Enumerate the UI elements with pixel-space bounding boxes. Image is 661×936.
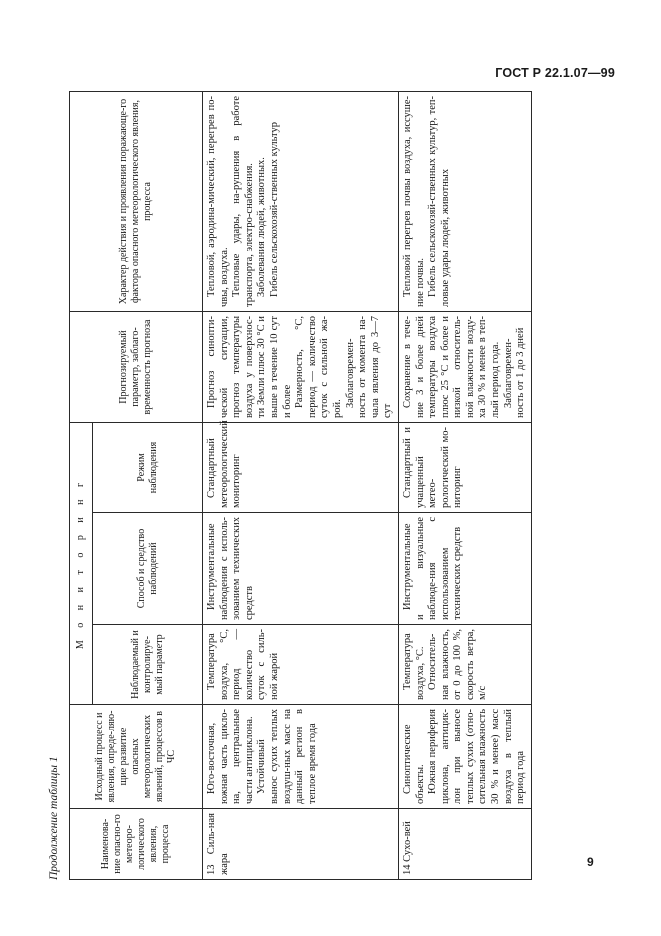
cell-paragraph: Гибель сельскохозяй-ственных культур, теп-ловые удары людей, животных [427,96,451,307]
cell-paragraph: Тепловые удары, на-рушения в работе транспорта, электро-снабжения. [231,96,255,307]
cell-method [398,513,531,625]
hazard-table [69,91,532,880]
cell-source [203,705,399,809]
cell-paragraph: Заблаговремен-ность от 1 до 3 дней [502,327,527,418]
table-row [203,92,399,880]
table-caption: Продолжение таблицы 1 [48,756,60,880]
hazard-name: 14 Сухо-вей [401,821,413,875]
header-source: Исходный процесс и явления, опреде-ляю-щие развитие опасных метеорологических явлений, процессов в ЧС [70,705,203,809]
cell-paragraph: Стандартный метеорологический мониторинг [206,420,243,508]
cell-name [398,809,531,880]
cell-paragraph: Температура воздуха, °С. [401,633,426,700]
cell-character [203,92,399,312]
header-monitoring: М о н и т о р и н г [70,423,93,705]
header-forecast: Прогнозируемый параметр, заблаго-временность прогноза [70,312,203,423]
header-character: Характер действия и проявления поражающе-го фактора опасного метеорологического явления, процесса [70,92,203,312]
cell-forecast [398,312,531,423]
header-observed: Наблюдаемый и контролируе-мый параметр [93,625,203,705]
cell-source [398,705,531,809]
cell-mode [398,423,531,513]
cell-paragraph: Устойчивый вынос сухих теплых воздуш-ных масс на данный регион в теплое время года [256,709,318,804]
cell-paragraph: Синоптические объекты. [401,724,426,804]
cell-character [398,92,531,312]
rotated-page-content [48,92,595,880]
cell-paragraph: Сохранение в тече-ние 3 и более дней температуры воздуха плюс 25 °С и более и низкой относитель-ной влажности возду-ха 30 % и менее в теп-лый период года. [401,316,502,418]
cell-observed [398,625,531,705]
cell-forecast [203,312,399,423]
cell-paragraph: Стандартный и учащенный метео-рологический мо-ниторинг [401,427,464,508]
cell-mode [203,420,399,513]
header-mode: Режим наблюдения [93,423,203,513]
table-row [398,92,531,880]
cell-paragraph: Инструментальные наблюдения с исполь-зованием технических средств [206,517,255,620]
cell-paragraph: Прогноз синопти-ческой ситуации, прогноз температуры воздуха у поверхнос-ти Земли плюс 30 °С и выше в течение 10 сут и более [206,316,293,418]
cell-observed [203,625,399,705]
cell-paragraph: Тепловой перегрев почвы воздуха, иссуше-ние почвы. [401,96,426,307]
cell-paragraph: Гибель сельскохозяй-ственных культур [268,122,280,297]
cell-paragraph: Заблаговремен-ность от момента на-чала явления до 3—7 сут [344,316,394,418]
standard-number: ГОСТ Р 22.1.07—99 [495,66,615,80]
cell-paragraph: Температура воздуха, °С, период — количество суток с силь-ной жарой [206,629,280,700]
cell-method [203,513,399,625]
hazard-name: 13 Силь-ная жара [206,813,230,875]
page-number: 9 [587,855,594,869]
cell-paragraph: Размерность, °С, период — количество суток с сильной жа-рой. [294,316,343,418]
cell-paragraph: Юго-восточная, южная часть цикло-на, центральные части антициклона. [206,709,255,804]
header-method: Способ и средство наблюдений [93,513,203,625]
header-name: Наименова-ние опасно-го метеоро-логического явления, процесса [70,809,203,880]
cell-paragraph: Инструментальные и визуальные наблюде-ния с использованием технических средств [401,517,464,620]
cell-paragraph: Заболевания людей, животных. [256,157,268,297]
cell-name [203,809,399,880]
cell-paragraph: Относитель-ная влажность, от 0 до 100 %, скорость ветра, м/с [427,629,489,700]
cell-paragraph: Южная периферия циклона, антицик-лон при выносе теплых сухих (отно-сительная влажность 30 % и менее) масс воздуха в теплый период года [427,709,527,804]
cell-paragraph: Тепловой, аэродина-мический, перегрев по-чвы, воздуха. [206,96,230,307]
